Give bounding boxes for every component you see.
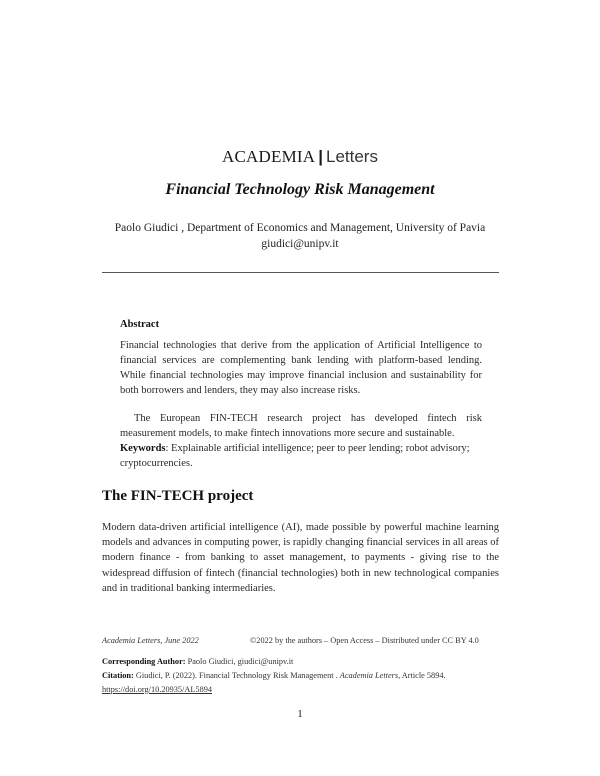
citation-label: Citation: xyxy=(102,671,134,680)
citation-text-1: Giudici, P. (2022). Financial Technology Risk Management . xyxy=(133,671,340,680)
header-divider xyxy=(102,272,499,273)
paper-title: Financial Technology Risk Management xyxy=(165,181,435,198)
journal-header xyxy=(0,147,600,167)
body-paragraph-1: Modern data-driven artificial intelligence (AI), made possible by powerful machine learning models and advances in computing power, is rapidly changing financial services in all areas of modern finance - from banking to asset management, to payments - giving rise to the widespread diffusion of fintech (financial technologies) both in new technological companies and in traditional banking intermediaries. xyxy=(102,522,499,594)
journal-brand: ACADEMIA xyxy=(222,147,316,166)
keywords xyxy=(120,441,482,471)
doi-link[interactable]: https://doi.org/10.20935/AL5894 xyxy=(102,685,213,694)
corresponding-label: Corresponding Author: xyxy=(102,657,186,666)
author-email: giudici@unipv.it xyxy=(261,238,339,250)
header-separator: | xyxy=(318,147,323,166)
keywords-label: Keywords xyxy=(120,443,166,454)
citation-journal: Academia Letters xyxy=(339,671,399,680)
citation xyxy=(102,671,499,680)
journal-series: Letters xyxy=(326,147,378,166)
keywords-text: : Explainable artificial intelligence; peer to peer lending; robot advisory; cryptocurrencies. xyxy=(120,443,470,469)
page-number: 1 xyxy=(297,708,303,720)
corresponding-text: Paolo Giudici, giudici@unipv.it xyxy=(185,657,294,666)
citation-text-2: , Article 5894. xyxy=(398,671,446,680)
footer-license: ©2022 by the authors – Open Access – Distributed under CC BY 4.0 xyxy=(250,636,479,645)
abstract-heading: Abstract xyxy=(120,319,160,330)
section-heading: The FIN-TECH project xyxy=(102,488,254,504)
abstract-paragraph-2: The European FIN-TECH research project has developed fintech risk measurement models, to make fintech innovations more secure and sustainable. xyxy=(120,413,482,439)
abstract-paragraph-1: Financial technologies that derive from the application of Artificial Intelligence to financial services are complementing bank lending with platform-based lending. While financial technologies may improve financial inclusion and sustainability for both borrowers and lenders, they may also increase risks. xyxy=(120,340,482,396)
corresponding-author xyxy=(102,657,293,666)
footer-journal-date: Academia Letters, June 2022 xyxy=(102,636,199,645)
author-affiliation: Paolo Giudici , Department of Economics and Management, University of Pavia xyxy=(114,222,486,234)
